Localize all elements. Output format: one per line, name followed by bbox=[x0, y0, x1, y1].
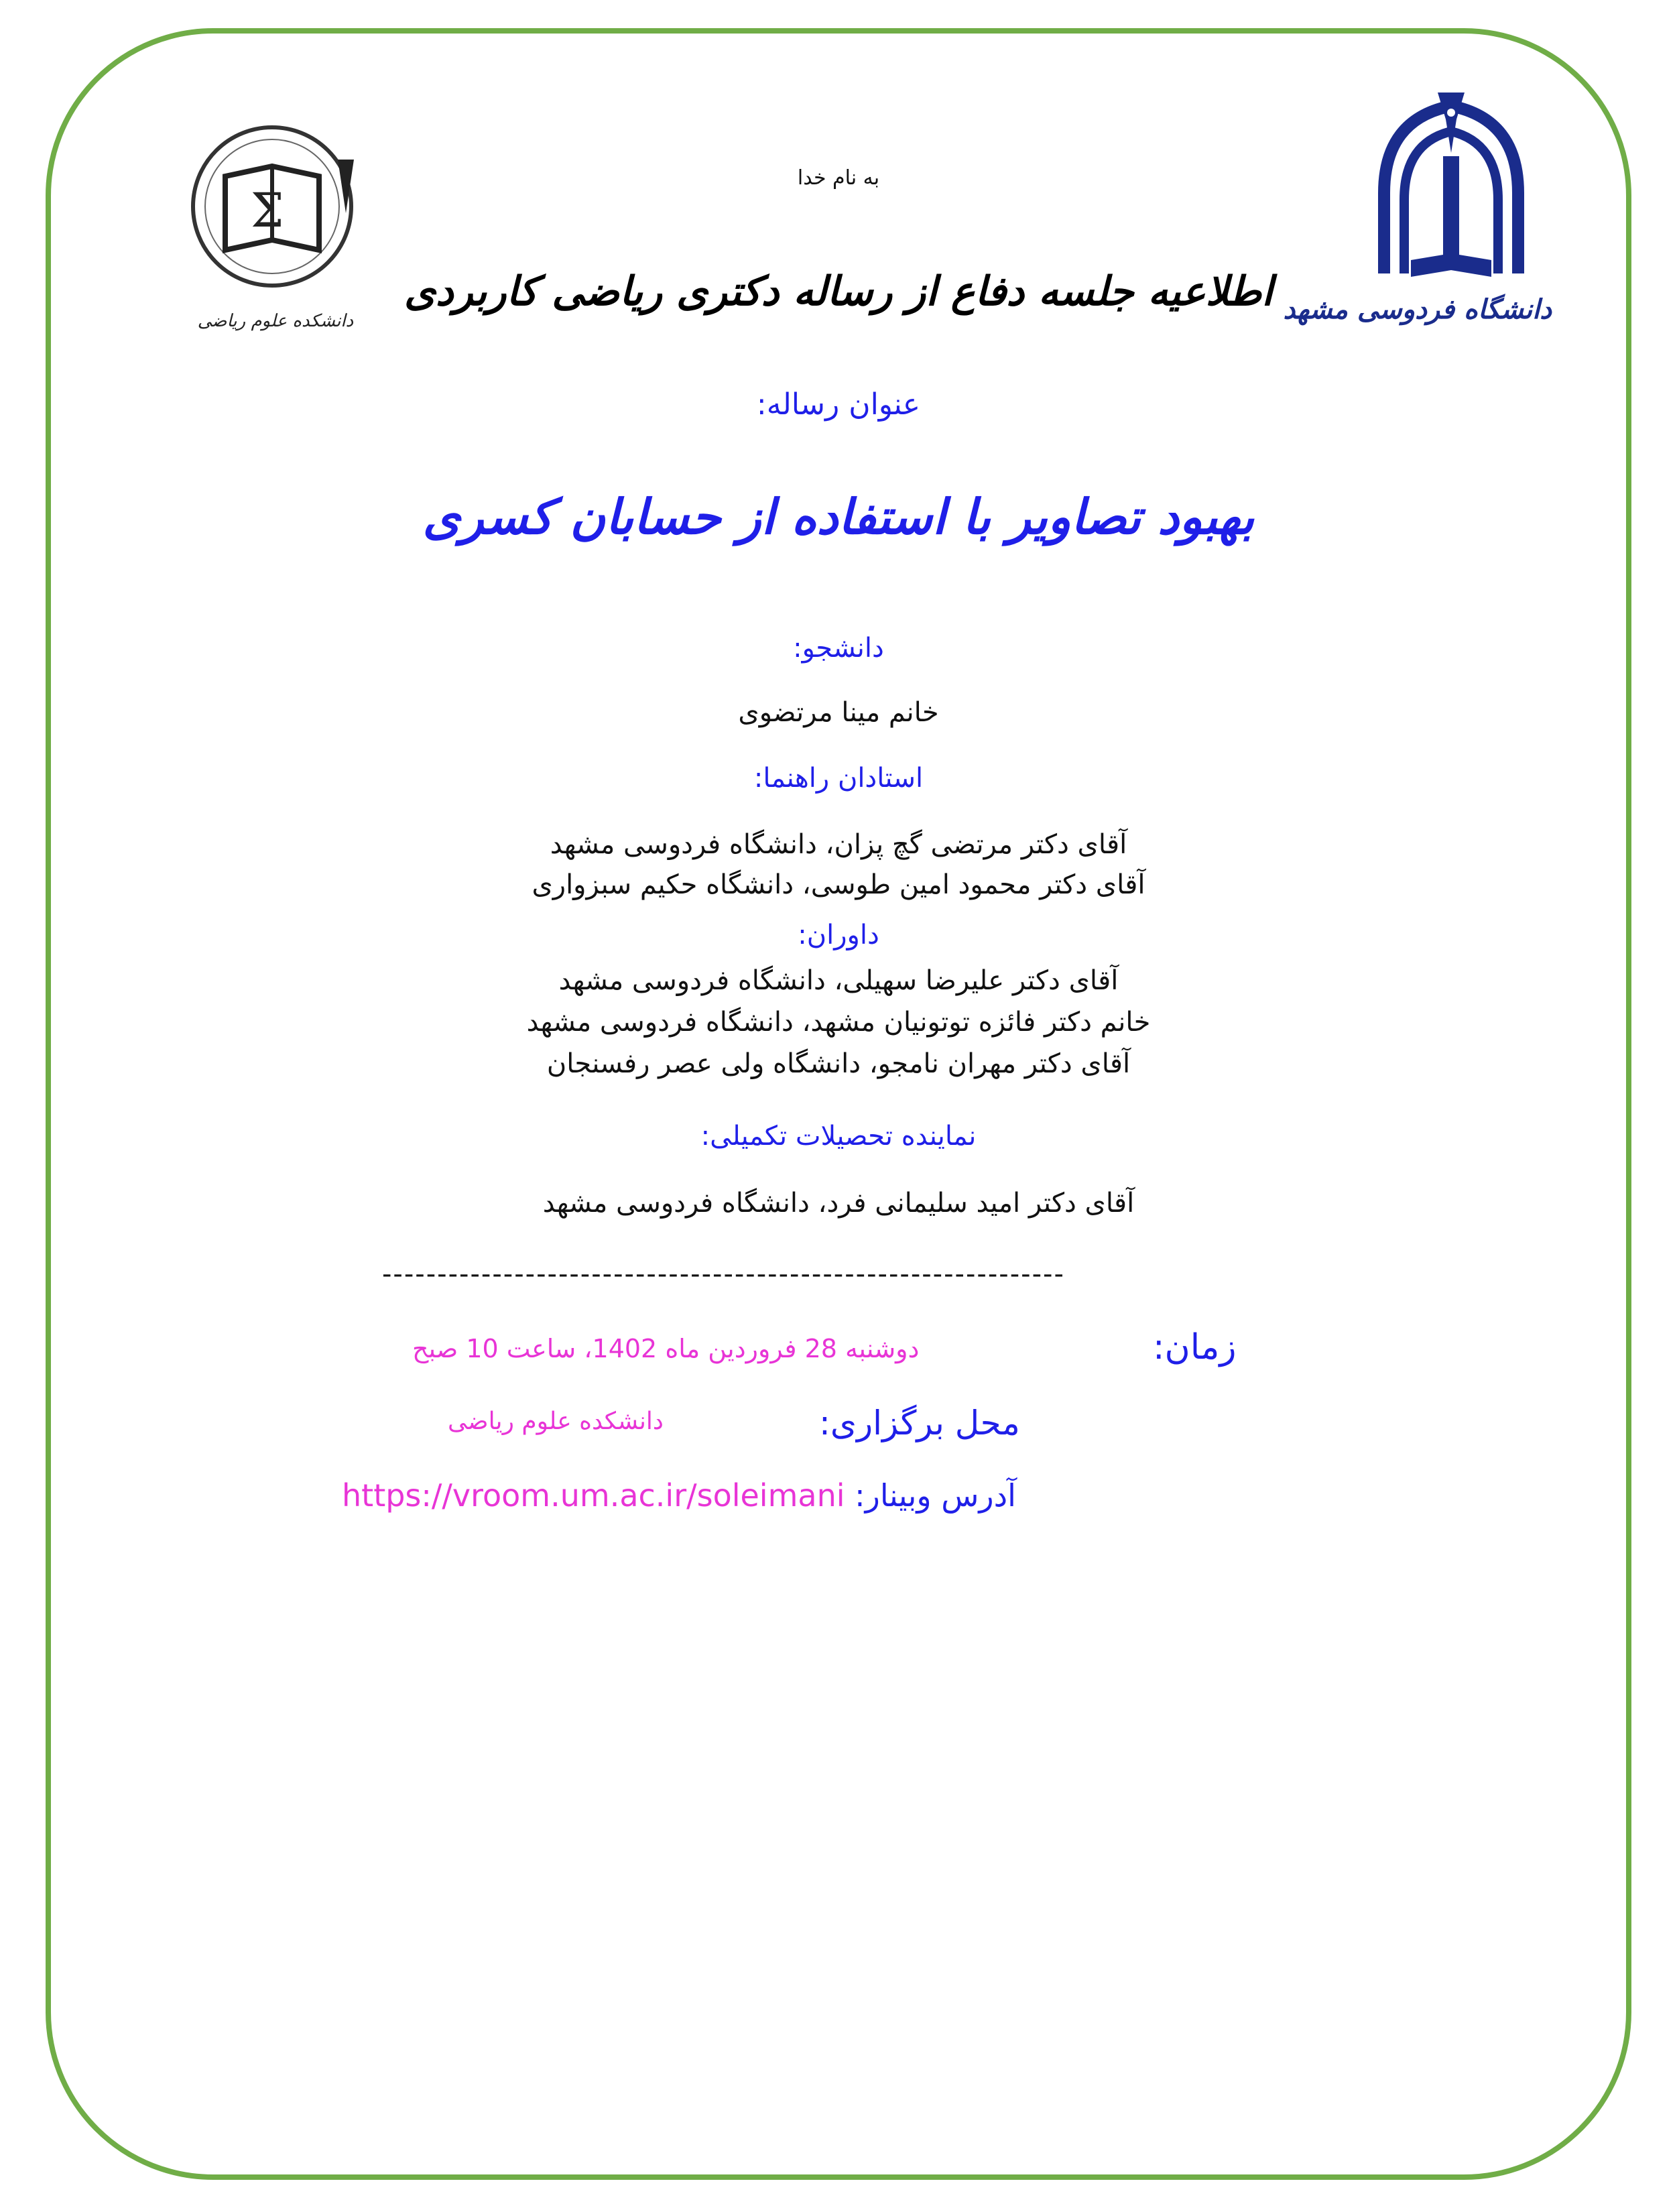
referee-item: خانم دکتر فائزه توتونیان مشهد، دانشگاه فردوسی مشهد bbox=[526, 1007, 1151, 1038]
student-label: دانشجو: bbox=[793, 633, 884, 664]
page-title: اطلاعیه جلسه دفاع از رساله دکتری ریاضی کاربردی bbox=[404, 268, 1273, 315]
advisors-list bbox=[0, 824, 1677, 905]
webinar-row bbox=[342, 1477, 1016, 1514]
referee-item: آقای دکتر مهران نامجو، دانشگاه ولی عصر رفسنجان bbox=[546, 1048, 1131, 1079]
faculty-logo-caption: دانشکده علوم ریاضی bbox=[197, 311, 354, 331]
faculty-logo bbox=[178, 113, 373, 361]
basmala-heading: به نام خدا bbox=[797, 166, 880, 190]
referee-item: آقای دکتر علیرضا سهیلی، دانشگاه فردوسی مشهد bbox=[558, 965, 1119, 996]
webinar-link[interactable]: https://vroom.um.ac.ir/soleimani bbox=[342, 1477, 845, 1514]
time-label: زمان: bbox=[1153, 1327, 1237, 1367]
svg-text:Σ: Σ bbox=[251, 183, 284, 238]
referees-list bbox=[0, 960, 1677, 1085]
place-value: دانشکده علوم ریاضی bbox=[448, 1408, 664, 1435]
webinar-label: آدرس وبینار: bbox=[855, 1477, 1016, 1514]
place-label: محل برگزاری: bbox=[819, 1404, 1020, 1442]
thesis-title-label: عنوان رساله: bbox=[756, 387, 921, 422]
advisor-item: آقای دکتر محمود امین طوسی، دانشگاه حکیم سبزواری bbox=[532, 869, 1145, 900]
advisors-label: استادان راهنما: bbox=[753, 763, 924, 794]
time-value: دوشنبه 28 فروردین ماه 1402، ساعت 10 صبح bbox=[412, 1334, 920, 1363]
graduate-rep-name: آقای دکتر امید سلیمانی فرد، دانشگاه فردوسی مشهد bbox=[542, 1188, 1135, 1219]
thesis-title: بهبود تصاویر با استفاده از حسابان کسری bbox=[422, 488, 1255, 545]
dashed-divider: -------------------------------------------------------------- bbox=[382, 1259, 1065, 1290]
student-name: خانم مینا مرتضوی bbox=[738, 697, 939, 728]
referees-label: داوران: bbox=[798, 920, 879, 950]
university-logo-caption: دانشگاه فردوسی مشهد bbox=[1283, 294, 1552, 325]
graduate-rep-label: نماینده تحصیلات تکمیلی: bbox=[700, 1121, 977, 1152]
advisor-item: آقای دکتر مرتضی گچ پزان، دانشگاه فردوسی مشهد bbox=[550, 829, 1127, 860]
university-emblem-icon bbox=[1337, 93, 1552, 294]
